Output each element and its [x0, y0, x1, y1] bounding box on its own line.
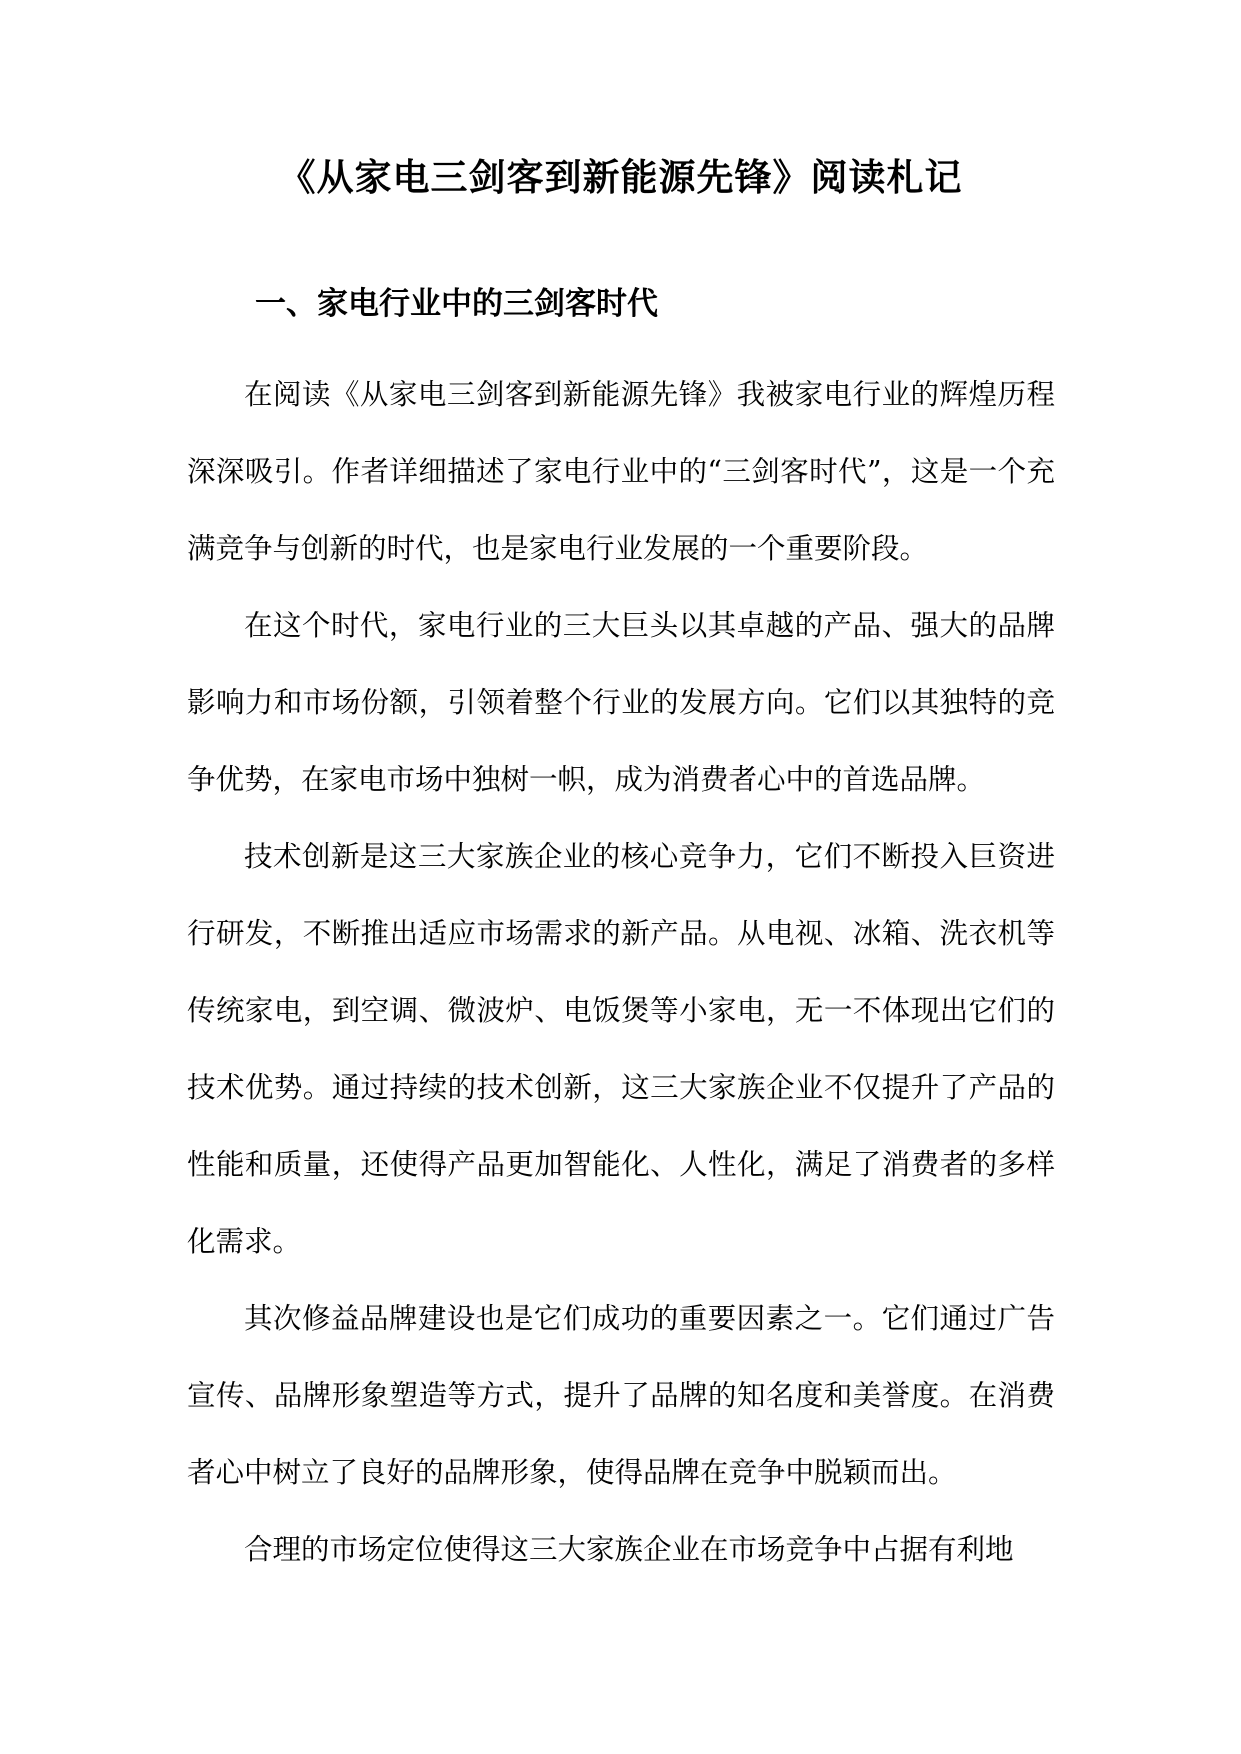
paragraph: 技术创新是这三大家族企业的核心竞争力，它们不断投入巨资进行研发，不断推出适应市场需求的新产品。从电视、冰箱、洗衣机等传统家电，到空调、微波炉、电饭煲等小家电，无一不体现出它们的技术优势。通过持续的技术创新，这三大家族企业不仅提升了产品的性能和质量，还使得产品更加智能化、人性化，满足了消费者的多样化需求。	[187, 840, 1055, 1258]
paragraph: 在阅读《从家电三剑客到新能源先锋》我被家电行业的辉煌历程深深吸引。作者详细描述了家电行业中的“三剑客时代”，这是一个充满竞争与创新的时代，也是家电行业发展的一个重要阶段。	[187, 378, 1055, 565]
paragraph: 其次修益品牌建设也是它们成功的重要因素之一。它们通过广告宣传、品牌形象塑造等方式，提升了品牌的知名度和美誉度。在消费者心中树立了良好的品牌形象，使得品牌在竞争中脱颖而出。	[187, 1302, 1055, 1489]
paragraph: 在这个时代，家电行业的三大巨头以其卓越的产品、强大的品牌影响力和市场份额，引领着整个行业的发展方向。它们以其独特的竞争优势，在家电市场中独树一帜，成为消费者心中的首选品牌。	[187, 609, 1055, 796]
section-heading: 一、家电行业中的三剑客时代	[255, 286, 658, 322]
document-title: 《从家电三剑客到新能源先锋》阅读札记	[278, 156, 963, 199]
body-text	[187, 356, 1055, 1588]
paragraph: 合理的市场定位使得这三大家族企业在市场竞争中占据有利地	[244, 1533, 1014, 1566]
